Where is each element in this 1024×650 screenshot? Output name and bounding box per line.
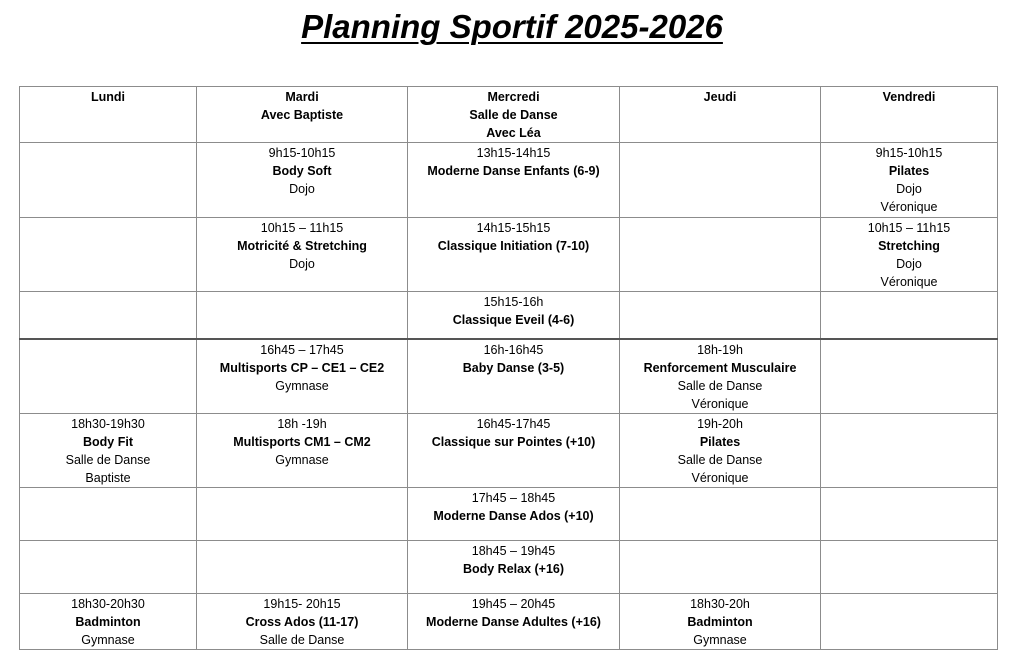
day-header-lundi bbox=[20, 87, 197, 143]
class-slot-mercredi bbox=[408, 413, 620, 487]
class-activity: Stretching bbox=[878, 239, 940, 253]
schedule-row bbox=[20, 143, 998, 218]
class-activity: Moderne Danse Ados (+10) bbox=[433, 508, 594, 523]
empty-slot bbox=[197, 292, 408, 339]
class-detail: Salle de Danse bbox=[259, 632, 345, 647]
class-slot-vendredi bbox=[821, 218, 998, 292]
schedule-body bbox=[20, 143, 998, 650]
schedule-row bbox=[20, 593, 998, 649]
class-time: 13h15-14h15 bbox=[476, 146, 551, 160]
class-slot-mercredi bbox=[408, 487, 620, 540]
class-activity: Renforcement Musculaire bbox=[643, 360, 797, 375]
class-activity: Moderne Danse Adultes (+16) bbox=[426, 614, 601, 629]
class-detail: Dojo bbox=[896, 182, 922, 196]
class-slot-jeudi bbox=[620, 593, 821, 649]
empty-slot bbox=[20, 339, 197, 414]
class-time: 16h-16h45 bbox=[483, 342, 544, 357]
class-slot-lundi bbox=[20, 593, 197, 649]
class-activity: Moderne Danse Enfants (6-9) bbox=[427, 164, 600, 178]
empty-slot bbox=[620, 487, 821, 540]
class-slot-mercredi bbox=[408, 593, 620, 649]
class-time: 9h15-10h15 bbox=[875, 146, 943, 160]
class-detail: Véronique bbox=[880, 275, 938, 289]
class-slot-lundi bbox=[20, 413, 197, 487]
class-time: 18h -19h bbox=[277, 416, 327, 431]
class-detail: Salle de Danse bbox=[677, 378, 763, 393]
class-detail: Gymnase bbox=[275, 452, 329, 467]
class-time: 19h15- 20h15 bbox=[263, 596, 341, 611]
day-header-vendredi bbox=[821, 87, 998, 143]
class-time: 18h45 – 19h45 bbox=[471, 543, 556, 558]
class-activity: Badminton bbox=[687, 614, 753, 629]
class-detail: Véronique bbox=[880, 200, 938, 214]
class-slot-jeudi bbox=[620, 413, 821, 487]
day-name: Mercredi bbox=[487, 90, 540, 104]
empty-slot bbox=[821, 339, 998, 414]
day-name: Vendredi bbox=[882, 90, 936, 104]
schedule-table bbox=[19, 86, 998, 650]
class-detail: Véronique bbox=[691, 470, 749, 485]
day-subtitle: Avec Léa bbox=[486, 126, 541, 140]
class-detail: Salle de Danse bbox=[65, 452, 151, 467]
empty-slot bbox=[20, 143, 197, 218]
class-detail: Baptiste bbox=[85, 470, 131, 485]
schedule-row bbox=[20, 540, 998, 593]
class-time: 18h30-20h bbox=[690, 596, 750, 611]
day-name: Jeudi bbox=[703, 90, 737, 104]
empty-slot bbox=[197, 540, 408, 593]
schedule-row bbox=[20, 339, 998, 414]
class-slot-vendredi bbox=[821, 143, 998, 218]
class-slot-mardi bbox=[197, 218, 408, 292]
class-activity: Body Soft bbox=[272, 164, 332, 178]
schedule-row bbox=[20, 413, 998, 487]
class-slot-mercredi bbox=[408, 218, 620, 292]
class-time: 18h30-20h30 bbox=[71, 596, 145, 611]
class-time: 9h15-10h15 bbox=[268, 146, 336, 160]
day-subtitle: Avec Baptiste bbox=[260, 108, 344, 122]
empty-slot bbox=[20, 218, 197, 292]
class-time: 17h45 – 18h45 bbox=[471, 490, 556, 505]
class-slot-mardi bbox=[197, 143, 408, 218]
class-activity: Motricité & Stretching bbox=[237, 239, 367, 253]
class-time: 18h-19h bbox=[697, 342, 743, 357]
empty-slot bbox=[821, 593, 998, 649]
class-time: 14h15-15h15 bbox=[476, 221, 551, 235]
class-activity: Multisports CM1 – CM2 bbox=[233, 434, 371, 449]
day-header-mercredi bbox=[408, 87, 620, 143]
class-activity: Baby Danse (3-5) bbox=[462, 360, 565, 375]
empty-slot bbox=[821, 413, 998, 487]
schedule-row bbox=[20, 487, 998, 540]
class-time: 16h45 – 17h45 bbox=[260, 342, 344, 357]
class-activity: Badminton bbox=[75, 614, 141, 629]
class-slot-mardi bbox=[197, 413, 408, 487]
day-header-row bbox=[20, 87, 998, 143]
day-name: Lundi bbox=[90, 90, 125, 104]
day-name: Mardi bbox=[285, 90, 319, 104]
class-detail: Dojo bbox=[289, 257, 315, 271]
empty-slot bbox=[620, 540, 821, 593]
class-detail: Gymnase bbox=[693, 632, 747, 647]
class-activity: Pilates bbox=[699, 434, 741, 449]
page-title: Planning Sportif 2025-2026 bbox=[301, 8, 723, 45]
class-activity: Multisports CP – CE1 – CE2 bbox=[219, 360, 385, 375]
class-slot-mercredi bbox=[408, 339, 620, 414]
class-time: 10h15 – 11h15 bbox=[867, 221, 951, 235]
class-detail: Dojo bbox=[289, 182, 315, 196]
empty-slot bbox=[20, 540, 197, 593]
class-activity: Classique Initiation (7-10) bbox=[437, 239, 590, 253]
day-header-mardi bbox=[197, 87, 408, 143]
class-slot-jeudi bbox=[620, 339, 821, 414]
class-activity: Body Fit bbox=[83, 434, 133, 449]
class-slot-mercredi bbox=[408, 292, 620, 339]
schedule-row bbox=[20, 292, 998, 339]
empty-slot bbox=[821, 540, 998, 593]
class-slot-mardi bbox=[197, 339, 408, 414]
empty-slot bbox=[620, 143, 821, 218]
class-time: 18h30-19h30 bbox=[71, 416, 145, 431]
class-time: 15h15-16h bbox=[483, 295, 544, 309]
class-slot-mercredi bbox=[408, 540, 620, 593]
class-activity: Body Relax (+16) bbox=[462, 561, 565, 576]
class-time: 19h-20h bbox=[697, 416, 743, 431]
empty-slot bbox=[197, 487, 408, 540]
class-detail: Dojo bbox=[896, 257, 922, 271]
class-activity: Classique sur Pointes (+10) bbox=[431, 434, 596, 449]
day-subtitle: Salle de Danse bbox=[469, 108, 558, 122]
empty-slot bbox=[620, 292, 821, 339]
class-time: 16h45-17h45 bbox=[476, 416, 551, 431]
class-detail: Gymnase bbox=[275, 378, 329, 393]
schedule-row bbox=[20, 218, 998, 292]
empty-slot bbox=[20, 487, 197, 540]
class-activity: Cross Ados (11-17) bbox=[245, 614, 359, 629]
class-detail: Salle de Danse bbox=[677, 452, 763, 467]
class-detail: Véronique bbox=[691, 396, 749, 411]
empty-slot bbox=[620, 218, 821, 292]
class-activity: Pilates bbox=[888, 164, 930, 178]
empty-slot bbox=[821, 487, 998, 540]
class-slot-mardi bbox=[197, 593, 408, 649]
empty-slot bbox=[821, 292, 998, 339]
class-detail: Gymnase bbox=[81, 632, 135, 647]
class-time: 10h15 – 11h15 bbox=[260, 221, 344, 235]
class-slot-mercredi bbox=[408, 143, 620, 218]
class-activity: Classique Eveil (4-6) bbox=[452, 313, 575, 327]
empty-slot bbox=[20, 292, 197, 339]
day-header-jeudi bbox=[620, 87, 821, 143]
class-time: 19h45 – 20h45 bbox=[471, 596, 556, 611]
